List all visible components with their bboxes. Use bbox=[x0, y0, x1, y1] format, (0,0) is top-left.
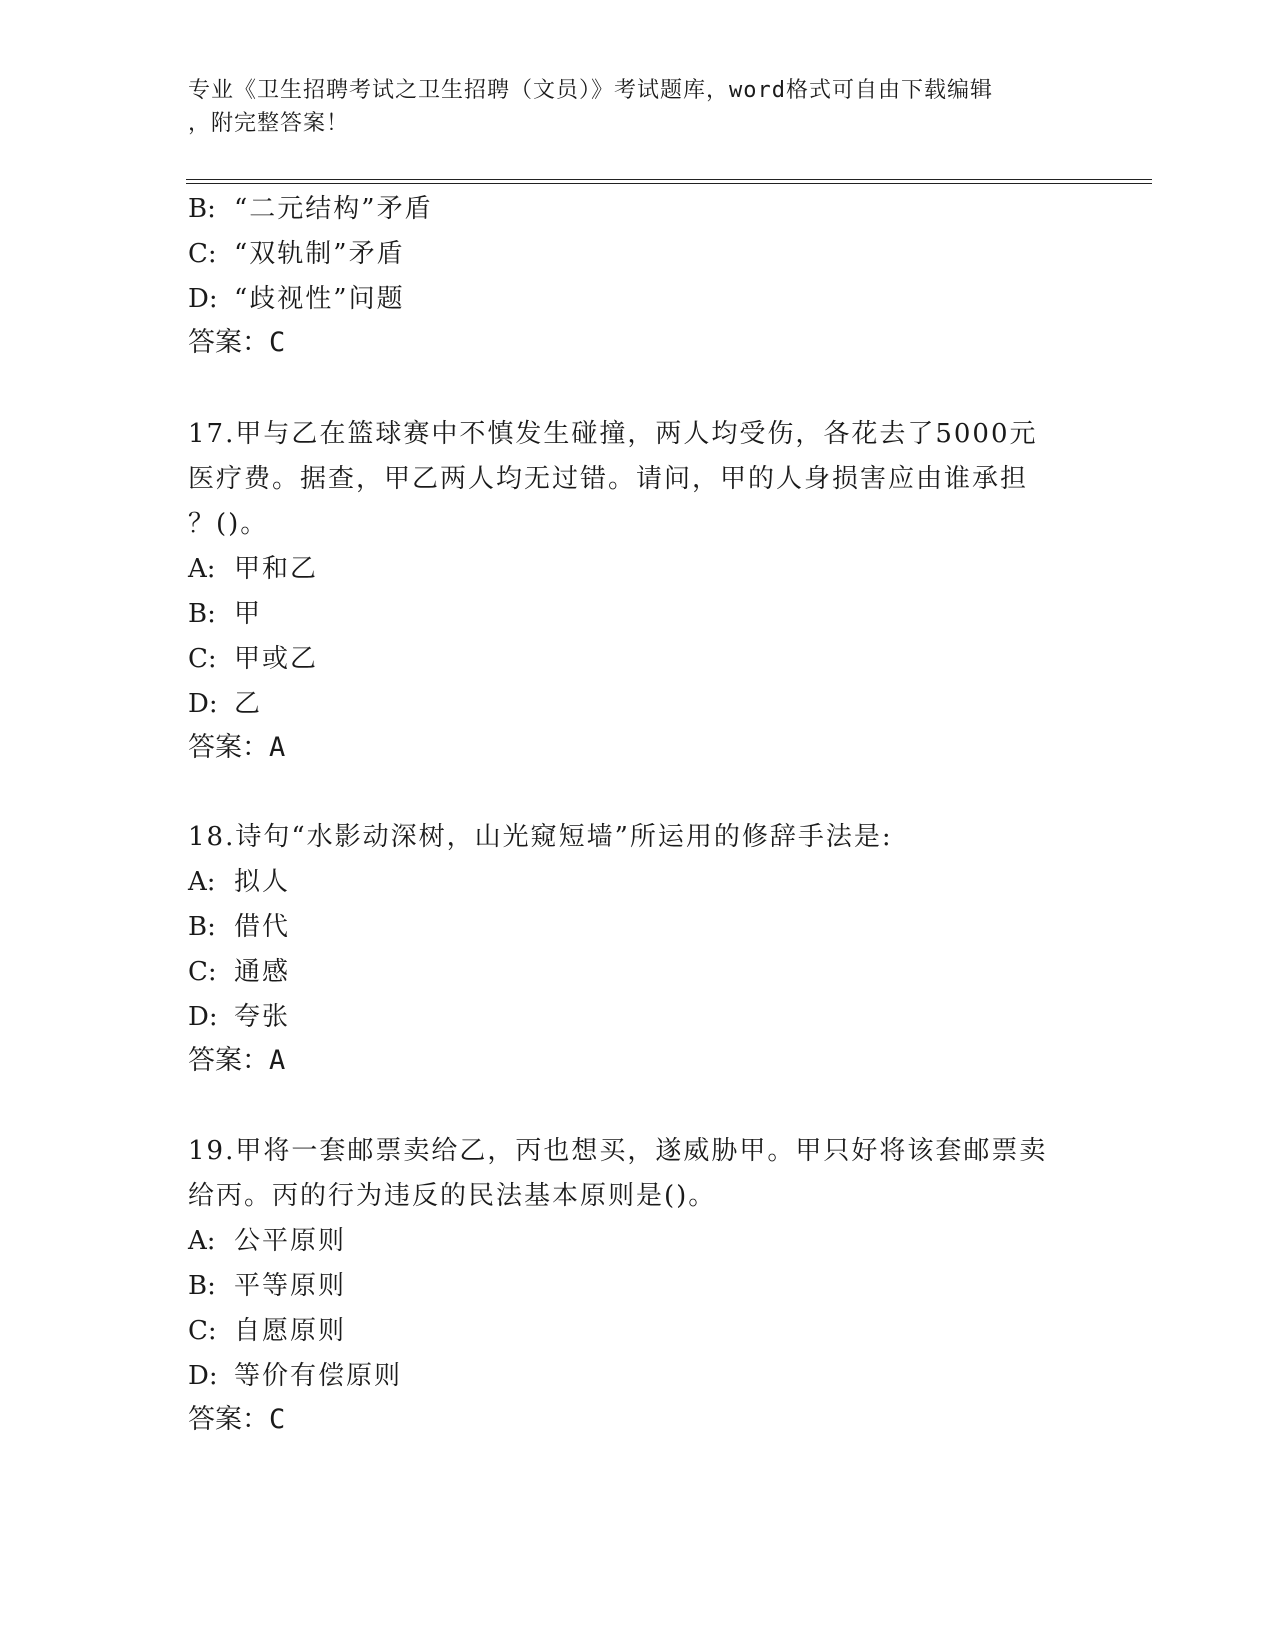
option-c bbox=[188, 949, 290, 995]
header-line-1: 专业《卫生招聘考试之卫生招聘（文员）》考试题库，word格式可自由下载编辑 bbox=[188, 78, 993, 103]
answer-label: 答案： bbox=[188, 327, 269, 358]
option-text: 借代 bbox=[234, 912, 291, 942]
answer-value: A bbox=[269, 732, 286, 763]
option-text: 甲和乙 bbox=[234, 554, 319, 584]
option-text: “双轨制”矛盾 bbox=[234, 239, 405, 269]
option-c bbox=[188, 1308, 346, 1354]
option-letter: D: bbox=[188, 1002, 218, 1032]
option-letter: C: bbox=[188, 644, 217, 674]
option-b bbox=[188, 186, 433, 232]
header-line-2: ，附完整答案！ bbox=[188, 111, 350, 136]
answer-value: C bbox=[269, 327, 286, 358]
option-letter: D: bbox=[188, 689, 218, 719]
option-letter: B: bbox=[188, 912, 216, 942]
option-b bbox=[188, 1263, 346, 1309]
question-17-line-2: 医疗费。据查，甲乙两人均无过错。请问，甲的人身损害应由谁承担 bbox=[188, 464, 1029, 494]
option-d bbox=[188, 1353, 402, 1399]
option-letter: B: bbox=[188, 1271, 216, 1301]
option-a bbox=[188, 1218, 346, 1264]
question-19-line-1: 19.甲将一套邮票卖给乙，丙也想买，遂威胁甲。甲只好将该套邮票卖 bbox=[188, 1136, 1048, 1166]
option-text: 夸张 bbox=[234, 1002, 291, 1032]
option-a bbox=[188, 859, 290, 905]
option-text: 自愿原则 bbox=[234, 1316, 347, 1346]
question-17-line-3: ？()。 bbox=[188, 509, 269, 539]
answer-line bbox=[188, 1038, 285, 1084]
answer-value: A bbox=[269, 1045, 286, 1076]
answer-value: C bbox=[269, 1404, 286, 1435]
answer-line bbox=[188, 725, 285, 771]
question-18-line-1: 18.诗句“水影动深树，山光窥短墙”所运用的修辞手法是: bbox=[188, 822, 893, 852]
option-letter: C: bbox=[188, 239, 217, 269]
header-rule-bottom bbox=[186, 183, 1152, 184]
option-c bbox=[188, 636, 318, 682]
option-c bbox=[188, 231, 405, 277]
option-text: 通感 bbox=[234, 957, 291, 987]
option-letter: C: bbox=[188, 957, 217, 987]
header-rule-top bbox=[186, 179, 1152, 180]
option-letter: A: bbox=[188, 867, 216, 897]
option-d bbox=[188, 276, 405, 322]
option-letter: A: bbox=[188, 554, 216, 584]
option-text: 乙 bbox=[234, 689, 263, 719]
option-text: 公平原则 bbox=[234, 1226, 347, 1256]
option-letter: C: bbox=[188, 1316, 217, 1346]
option-text: 平等原则 bbox=[234, 1271, 347, 1301]
answer-label: 答案： bbox=[188, 1045, 269, 1076]
option-text: 拟人 bbox=[234, 867, 291, 897]
option-d bbox=[188, 681, 262, 727]
option-letter: A: bbox=[188, 1226, 216, 1256]
answer-label: 答案： bbox=[188, 732, 269, 763]
option-b bbox=[188, 591, 262, 637]
option-text: 等价有偿原则 bbox=[234, 1361, 403, 1391]
answer-line bbox=[188, 1397, 285, 1443]
option-letter: D: bbox=[188, 1361, 218, 1391]
option-a bbox=[188, 546, 318, 592]
document-header bbox=[188, 74, 1068, 140]
option-b bbox=[188, 904, 290, 950]
answer-label: 答案： bbox=[188, 1404, 269, 1435]
question-17-line-1: 17.甲与乙在篮球赛中不慎发生碰撞，两人均受伤，各花去了5000元 bbox=[188, 419, 1038, 449]
option-text: “歧视性”问题 bbox=[234, 284, 405, 314]
question-19-line-2: 给丙。丙的行为违反的民法基本原则是()。 bbox=[188, 1181, 717, 1211]
option-letter: B: bbox=[188, 599, 216, 629]
option-text: “二元结构”矛盾 bbox=[234, 194, 433, 224]
option-text: 甲 bbox=[234, 599, 263, 629]
option-d bbox=[188, 994, 290, 1040]
option-letter: D: bbox=[188, 284, 218, 314]
option-text: 甲或乙 bbox=[234, 644, 319, 674]
option-letter: B: bbox=[188, 194, 216, 224]
answer-line bbox=[188, 320, 285, 366]
